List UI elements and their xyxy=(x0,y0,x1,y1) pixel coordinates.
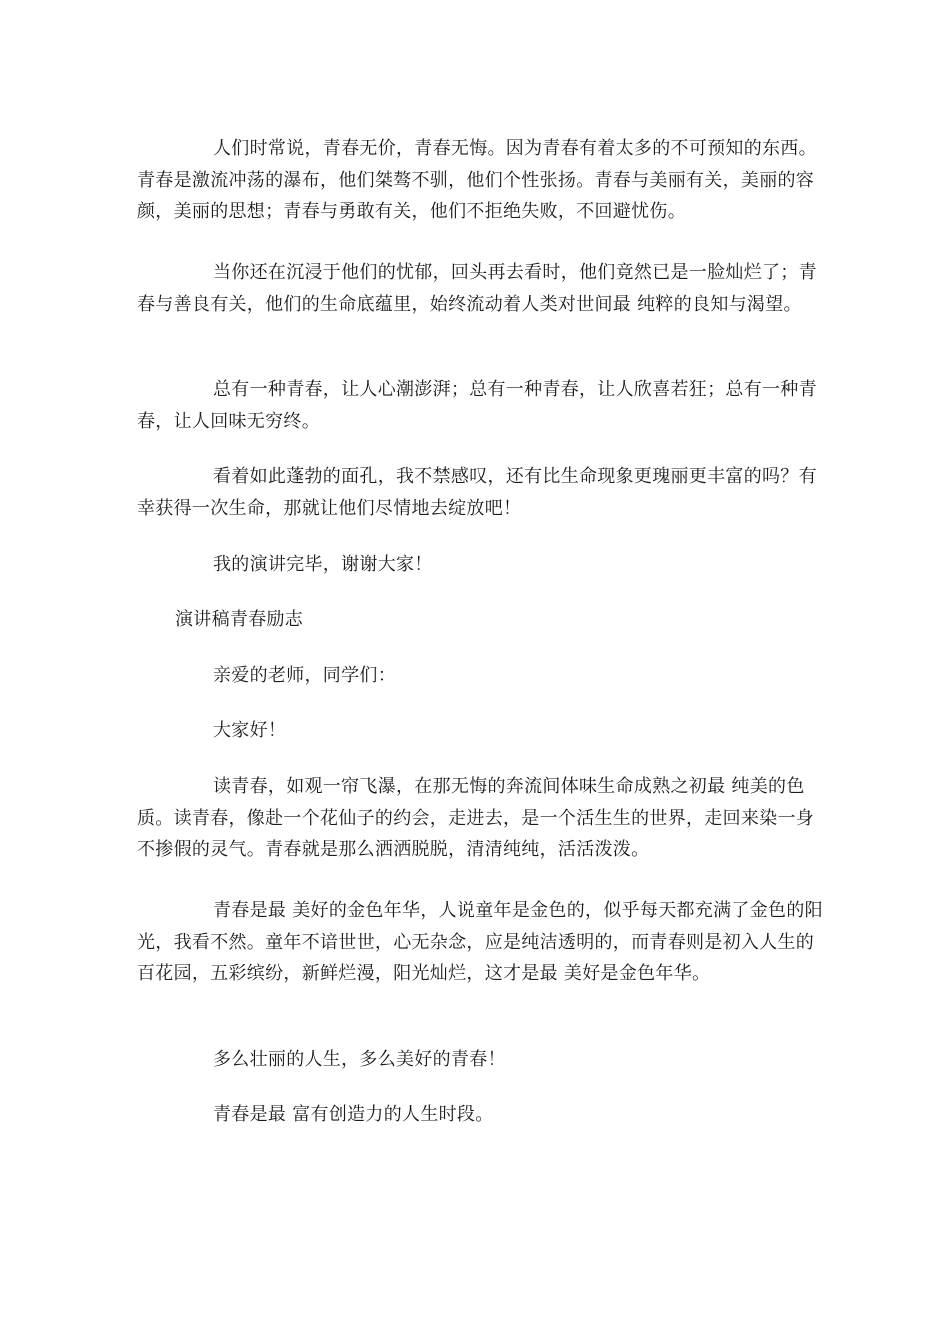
paragraph-creative-period: 青春是最 富有创造力的人生时段。 xyxy=(213,1104,494,1125)
greeting-hello: 大家好！ xyxy=(213,720,287,741)
paragraph-2: 当你还在沉浸于他们的忧郁，回头再去看时，他们竟然已是一脸灿烂了；青春与善良有关，他们的生命底蕴里，始终流动着人类对世间最 纯粹的良知与渴望。 xyxy=(137,262,817,315)
greeting-teachers: 亲爱的老师，同学们： xyxy=(213,665,396,686)
paragraph-5: 我的演讲完毕，谢谢大家！ xyxy=(213,554,433,575)
paragraph-magnificent-life: 多么壮丽的人生，多么美好的青春！ xyxy=(213,1049,506,1070)
paragraph-golden-years: 青春是最 美好的金色年华，人说童年是金色的，似乎每天都充满了金色的阳光，我看不然。童年不谙世世，心无杂念，应是纯洁透明的，而青春则是初入人生的百花园，五彩缤纷，新鲜烂漫，阳光灿烂，这才是最 美好是金色年华。 xyxy=(137,900,823,984)
section-heading: 演讲稿青春励志 xyxy=(175,609,304,630)
paragraph-1: 人们时常说，青春无价，青春无悔。因为青春有着太多的不可预知的东西。青春是激流冲荡的瀑布，他们桀骜不驯，他们个性张扬。青春与美丽有关，美丽的容颜，美丽的思想；青春与勇敢有关，他们不拒绝失败，不回避忧伤。 xyxy=(137,138,817,222)
paragraph-4: 看着如此蓬勃的面孔，我不禁感叹，还有比生命现象更瑰丽更丰富的吗？有幸获得一次生命，那就让他们尽情地去绽放吧！ xyxy=(137,466,817,519)
paragraph-read-youth: 读青春，如观一帘飞瀑，在那无悔的奔流间体味生命成熟之初最 纯美的色质。读青春，像赴一个花仙子的约会，走进去，是一个活生生的世界，走回来染一身不掺假的灵气。青春就是那么洒洒脱脱，清清纯纯，活活泼泼。 xyxy=(137,776,815,860)
paragraph-3: 总有一种青春，让人心潮澎湃；总有一种青春，让人欣喜若狂；总有一种青春，让人回味无穷终。 xyxy=(137,379,817,432)
